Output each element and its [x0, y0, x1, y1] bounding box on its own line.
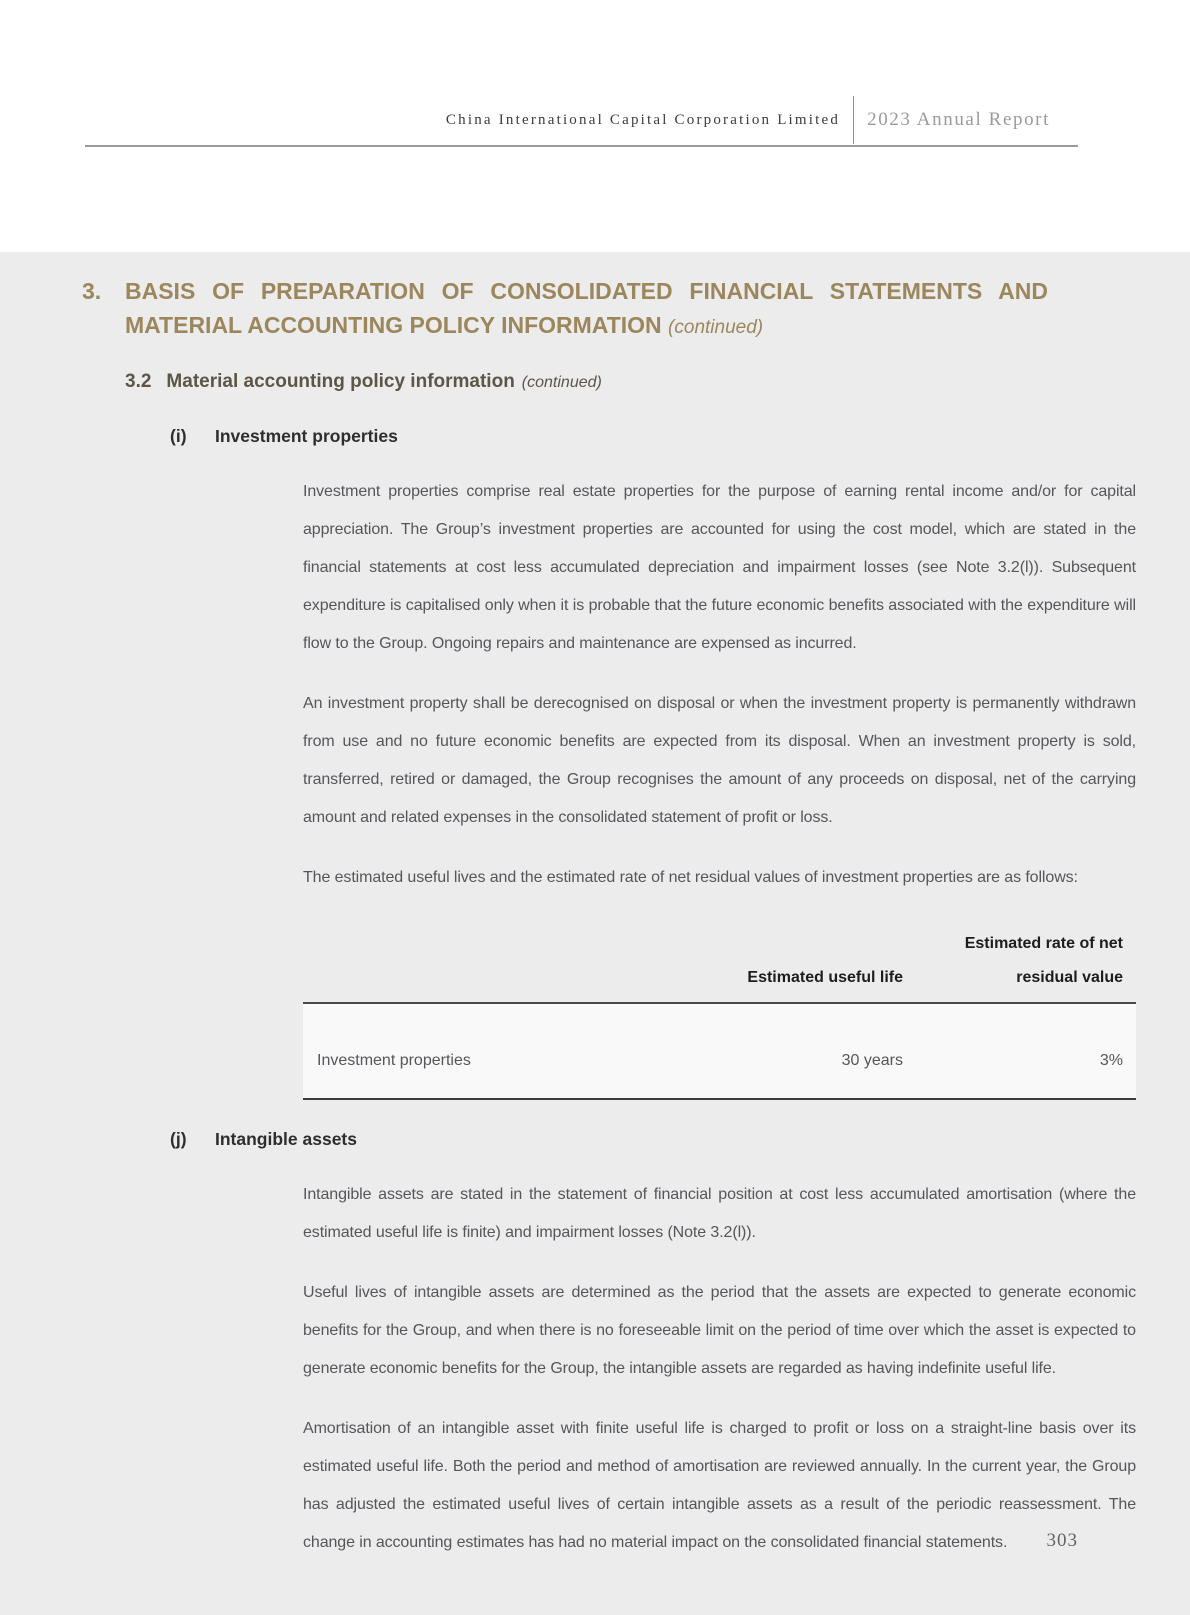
content-band: [0, 252, 1190, 1615]
section-title: [125, 274, 1048, 345]
subsection-continued-note: (continued): [521, 374, 602, 391]
paragraph: The estimated useful lives and the estimated rate of net residual values of investment properties are as follows:: [303, 869, 1078, 886]
subsection-heading: [125, 367, 1048, 397]
table-row: [303, 1004, 1136, 1098]
table-header-row: [303, 927, 1136, 1002]
table-header-residual-line2: residual value: [1016, 969, 1123, 986]
table-body: [303, 1002, 1136, 1100]
subsection-title: Material accounting policy information: [166, 371, 515, 392]
page-header: [85, 96, 1078, 144]
item-j-body: [303, 1176, 1136, 1562]
item-j-heading: [170, 1126, 1048, 1152]
company-name: China International Capital Corporation Limited: [445, 111, 841, 128]
section-title-line1: BASIS OF PREPARATION OF CONSOLIDATED FINANCIAL STATEMENTS AND: [125, 278, 1048, 304]
item-i-heading: [170, 423, 1048, 449]
paragraph: Intangible assets are stated in the statement of financial position at cost less accumulated amortisation (where the estimated useful life is finite) and impairment losses (Note 3.2(l)).: [303, 1186, 1136, 1241]
paragraph: Useful lives of intangible assets are determined as the period that the assets are expected to generate economic benefits for the Group, and when there is no foreseeable limit on the period of time over which the asset is expected to generate economic benefits for the Group, the intangible assets are regarded as having indefinite useful life.: [303, 1284, 1136, 1377]
section-title-line2-text: MATERIAL ACCOUNTING POLICY INFORMATION: [125, 312, 662, 338]
section-continued-note: (continued): [668, 317, 764, 338]
useful-life-table: [303, 927, 1136, 1100]
section-heading: [82, 274, 1048, 345]
item-i-title: Investment properties: [215, 426, 398, 446]
item-j-label: (j): [170, 1129, 187, 1149]
page-number: 303: [1046, 1530, 1078, 1551]
item-i-label: (i): [170, 426, 187, 446]
section-title-line2: [125, 308, 1048, 345]
subsection-number: 3.2: [125, 371, 152, 392]
section-number: 3.: [82, 278, 102, 304]
table-header-useful-life: Estimated useful life: [747, 969, 903, 986]
paragraph: Investment properties comprise real estate properties for the purpose of earning rental income and/or for capital appreciation. The Group’s investment properties are accounted for using the cost model, which are stated in the financial statements at cost less accumulated depreciation and impairment losses (see Note 3.2(l)). Subsequent expenditure is capitalised only when it is probable that the future economic benefits associated with the expenditure will flow to the Group. Ongoing repairs and maintenance are expensed as incurred.: [303, 483, 1136, 652]
table-cell-useful-life: 30 years: [841, 1052, 903, 1069]
table-cell-residual-value: 3%: [1099, 1052, 1123, 1069]
item-investment-properties: [170, 423, 1136, 1100]
header-divider: [853, 96, 854, 144]
paragraph: An investment property shall be derecognised on disposal or when the investment property is permanently withdrawn from use and no future economic benefits are expected from its disposal. When an investment property is sold, transferred, retired or damaged, the Group recognises the amount of any proceeds on disposal, net of the carrying amount and related expenses in the consolidated statement of profit or loss.: [303, 695, 1136, 826]
item-j-title: Intangible assets: [215, 1129, 357, 1149]
paragraph: Amortisation of an intangible asset with finite useful life is charged to profit or loss on a straight-line basis over its estimated useful life. Both the period and method of amortisation are reviewed annually. In the current year, the Group has adjusted the estimated useful lives of certain intangible assets as a result of the periodic reassessment. The change in accounting estimates has had no material impact on the consolidated financial statements.: [303, 1420, 1136, 1551]
table-cell-label: Investment properties: [317, 1052, 471, 1069]
table-header-residual-line1: Estimated rate of net: [964, 935, 1123, 952]
table-header-residual-value: [903, 927, 1136, 995]
header-rule: [85, 145, 1078, 147]
report-title: 2023 Annual Report: [867, 109, 1050, 130]
item-i-body: [303, 473, 1136, 1100]
